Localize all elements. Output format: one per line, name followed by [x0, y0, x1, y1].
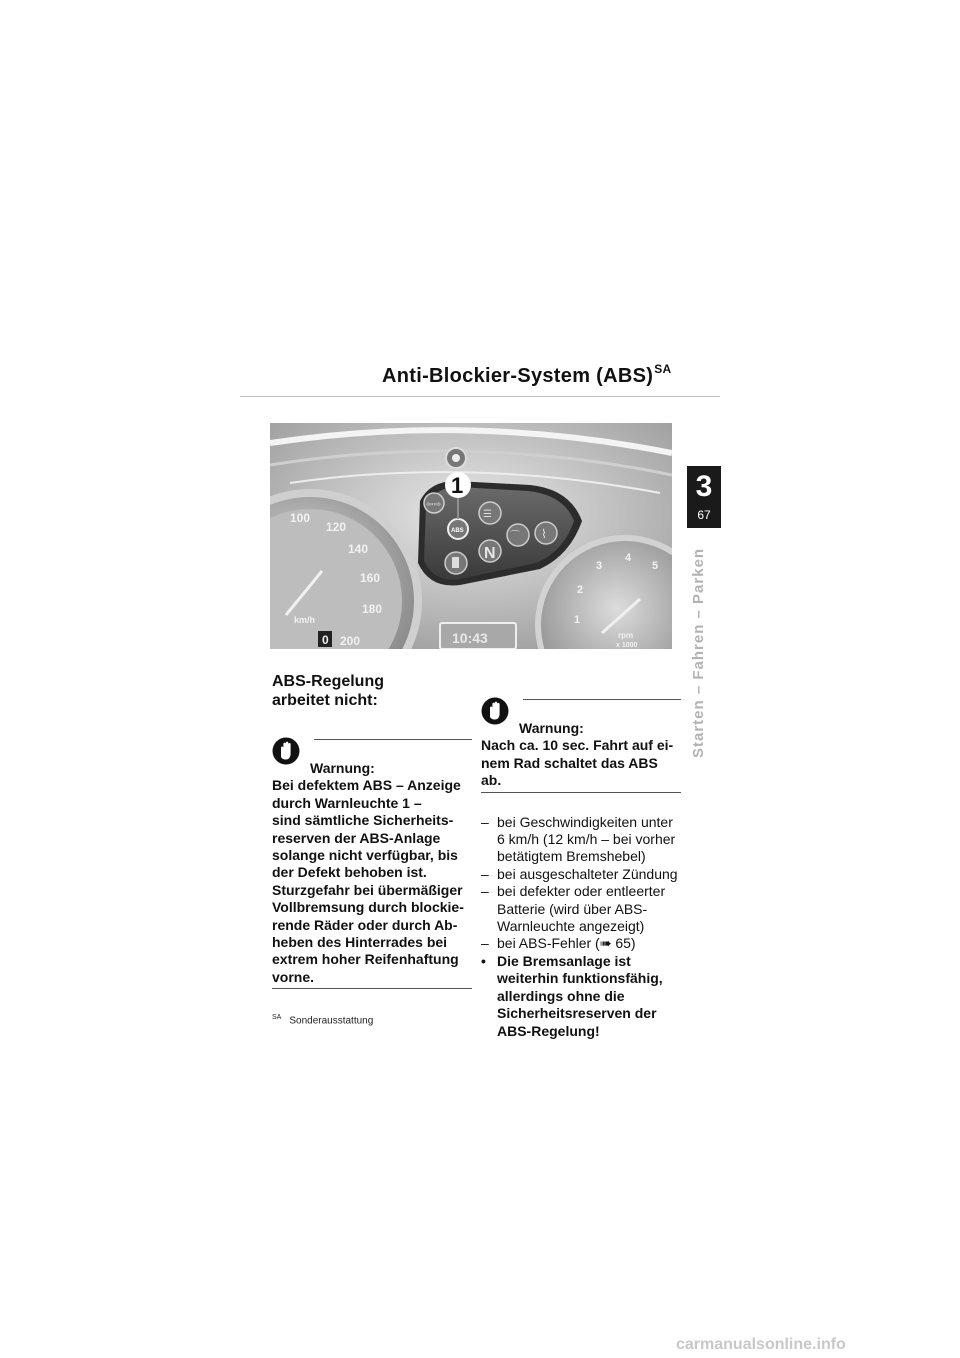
svg-text:☰: ☰ — [483, 509, 492, 520]
neutral-indicator: N — [484, 545, 496, 562]
title-divider — [240, 396, 720, 397]
speedo-tick: 100 — [290, 511, 311, 525]
tacho-tick: 4 — [625, 552, 632, 564]
odometer-digit: 0 — [322, 633, 329, 647]
warning-end-rule — [272, 988, 472, 989]
tacho-tick: 1 — [574, 614, 581, 626]
chapter-side-label: Starten – Fahren – Parken — [690, 548, 707, 758]
tacho-tick: 5 — [652, 560, 659, 572]
left-column — [272, 672, 472, 1030]
speedo-tick: 200 — [340, 634, 361, 648]
warning-text: Bei defektem ABS – Anzeige durch Warnleuchte 1 – sind sämtliche Sicherheits- reserven der ABS-Anlage solange nicht verfügbar, bis der Defekt behoben ist. Sturzgefahr bei übermäßiger Vollbremsung durch blockie- rende Räder oder durch Ab- heben des Hinterrades bei extrem hoher Reifenhaftung vorne. — [272, 777, 464, 985]
speedo-tick: 180 — [362, 602, 383, 616]
page-title: Anti-Blockier-System (ABS)$^{SA}$ — [382, 362, 672, 387]
right-column — [481, 696, 681, 1040]
svg-text:⌒: ⌒ — [510, 531, 520, 542]
clock-display: 10:43 — [452, 630, 488, 646]
speedo-tick: 140 — [348, 542, 369, 556]
list-item: – bei defekter oder entleerter Batterie (wird über ABS- Warnleuchte angezeigt) — [481, 883, 666, 935]
speedo-unit: km/h — [294, 615, 316, 625]
warning-block — [481, 696, 681, 793]
tacho-tick: 2 — [577, 584, 584, 596]
warning-hand-icon — [272, 737, 300, 765]
section-heading: ABS-Regelung arbeitet nicht: — [272, 673, 384, 709]
tacho-unit: rpm — [618, 631, 634, 640]
page-number: 67 — [697, 508, 711, 522]
chapter-tab — [687, 466, 721, 528]
chapter-number: 3 — [695, 470, 713, 503]
list-item: – bei ABS-Fehler (➠ 65) — [481, 935, 636, 952]
list-item: – bei Geschwindigkeiten unter 6 km/h (12 km/h – bei vorher betätigtem Bremshebel) — [481, 813, 676, 865]
warning-label: Warnung: — [519, 720, 584, 736]
list-item: • Die Bremsanlage ist weiterhin funktionsfähig, allerdings ohne die Sicherheitsreserven der ABS-Regelung! — [481, 952, 663, 1039]
warning-label: Warnung: — [310, 760, 375, 776]
condition-list — [481, 814, 681, 1040]
callout-number: 1 — [451, 473, 464, 498]
watermark: carmanualsonline.info — [676, 1336, 846, 1353]
title-superscript: SA — [654, 362, 672, 376]
warning-end-rule — [481, 792, 681, 793]
speedo-tick: 120 — [326, 520, 347, 534]
warning-text: Nach ca. 10 sec. Fahrt auf ei- nem Rad schaltet das ABS ab. — [481, 737, 674, 789]
tacho-scale: x 1000 — [616, 642, 638, 649]
instrument-cluster-photo — [270, 423, 672, 649]
tacho-tick: 3 — [596, 560, 603, 572]
svg-text:⇦⇨: ⇦⇨ — [426, 500, 442, 510]
svg-text:⌇: ⌇ — [541, 527, 547, 541]
warning-hand-icon — [481, 697, 509, 725]
speedo-tick: 160 — [360, 571, 381, 585]
warning-block — [272, 736, 472, 989]
abs-icon-text: ABS — [451, 528, 464, 534]
list-item: – bei ausgeschalteter Zündung — [481, 865, 678, 882]
footnote: $^{SA}$ Sonderausstattung — [272, 1014, 374, 1027]
